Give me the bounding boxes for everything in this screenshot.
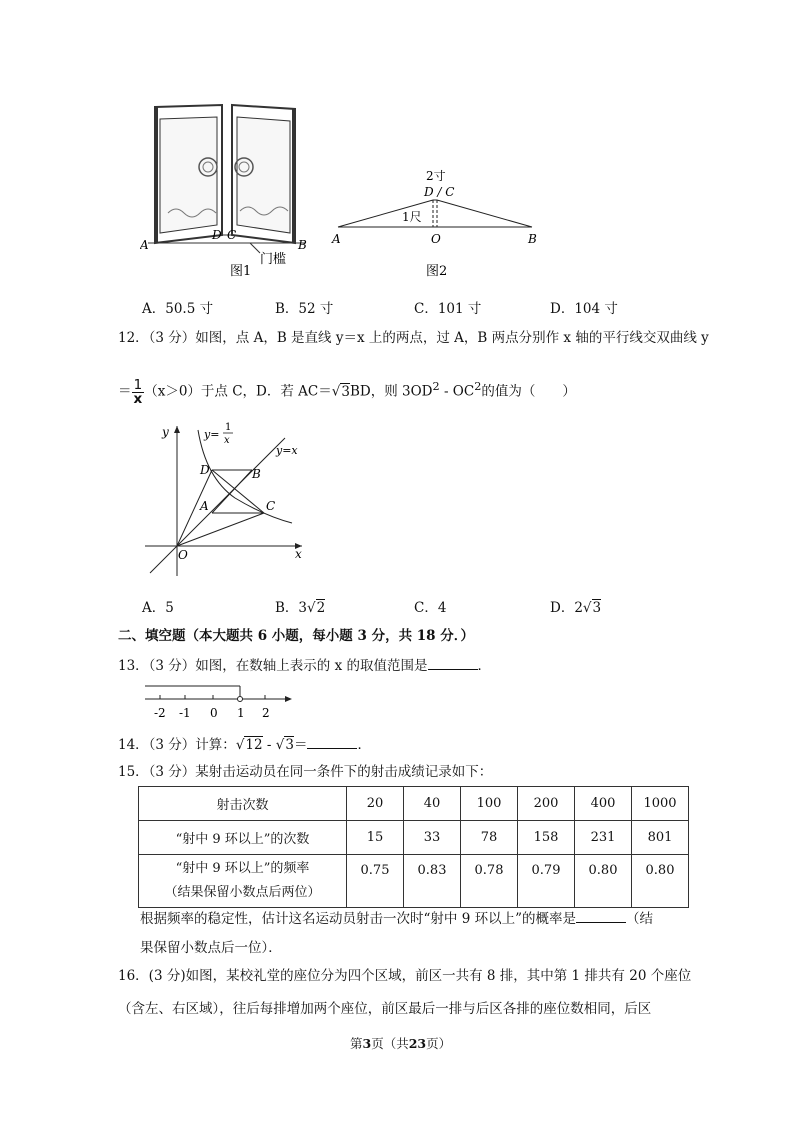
graph-point-b: B [252, 467, 261, 481]
sqrt-radicand: 3 [341, 383, 350, 400]
q13-text: 13．（3 分）如图，在数轴上表示的 x 的取值范围是 [118, 658, 428, 674]
q12-text-c: - OC [439, 383, 475, 400]
period: ． [357, 737, 371, 753]
q12-option-c[interactable] [414, 596, 446, 616]
q15-text: 根据频率的稳定性，估计这名运动员射击一次时“射中 9 环以上”的概率是 [140, 911, 576, 927]
equals-sign: ＝ [293, 737, 308, 753]
table-cell: 0.80 [575, 855, 632, 908]
fig1-point-a: A [140, 238, 149, 252]
q13-stem [118, 655, 491, 676]
fraction-denominator: x [133, 390, 143, 407]
tick-label: 0 [210, 706, 218, 720]
table-cell: 801 [632, 821, 689, 855]
option-letter: D． [550, 600, 575, 616]
number-line-svg [140, 680, 310, 725]
q11-figure-1 [140, 95, 330, 285]
graph-x-axis-label: x [295, 547, 302, 561]
curve-label-prefix: y= [204, 428, 220, 441]
q15-table [138, 786, 689, 908]
period: ． [477, 658, 492, 674]
superscript: 2 [432, 380, 440, 393]
option-text: 50.5 寸 [165, 301, 214, 317]
table-cell: 200 [518, 787, 575, 821]
q12-text-a: （x＞0）于点 C，D．若 AC＝ [144, 383, 332, 400]
q12-stem-line-1: 12．（3 分）如图，点 A，B 是直线 y＝x 上的两点，过 A，B 两点分别作 x 轴的平行线交双曲线 y [118, 330, 709, 346]
fig1-point-d: D [212, 228, 222, 242]
table-cell: 158 [518, 821, 575, 855]
option-letter: D． [550, 301, 575, 317]
answer-blank[interactable] [428, 655, 478, 670]
fig2-point-b: B [528, 232, 537, 246]
table-cell: 0.75 [347, 855, 404, 908]
table-cell: 231 [575, 821, 632, 855]
q12-option-b[interactable]: B．3√2 [275, 600, 326, 616]
table-cell: 20 [347, 787, 404, 821]
graph-y-axis-label: y [162, 425, 169, 439]
line-label: y=x [276, 444, 298, 457]
table-cell: 33 [404, 821, 461, 855]
q16-stem-line-1: 16．(3 分)如图，某校礼堂的座位分为四个区域，前区一共有 8 排，其中第 1 排共有 20 个座位 [118, 968, 692, 984]
table-header-cell: “射中 9 环以上”的次数 [139, 821, 347, 855]
q14-stem: 14．（3 分）计算：√12 - √3＝ ． [118, 734, 371, 755]
option-text: 52 寸 [298, 301, 334, 317]
q15-stem: 15．（3 分）某射击运动员在同一条件下的射击成绩记录如下： [118, 764, 493, 780]
option-letter: B． [275, 301, 299, 317]
total-pages: 23 [408, 1036, 427, 1051]
sqrt-radicand: 2 [316, 600, 326, 616]
answer-blank[interactable] [307, 734, 357, 749]
q16-stem-line-2: （含左、右区域），往后每排增加两个座位，前区最后一排与后区各排的座位数相同，后区 [118, 1001, 652, 1017]
tick-label: 2 [262, 706, 270, 720]
q15-follow-line-1 [140, 908, 653, 929]
curve-label-num: 1 [225, 422, 232, 433]
table-row [139, 855, 689, 908]
q11-option-a[interactable] [142, 297, 213, 317]
fraction-1-over-x [132, 376, 145, 407]
option-letter: A． [142, 600, 166, 616]
superscript: 2 [474, 380, 482, 393]
q11-option-c[interactable] [414, 297, 481, 317]
graph-point-d: D [200, 463, 210, 477]
door-illustration [140, 95, 330, 285]
q12-text-d: 的值为（ ） [481, 383, 576, 400]
table-header-cell: 射击次数 [139, 787, 347, 821]
row-label: “射中 9 环以上”的频率 [175, 861, 310, 876]
footer-text: 页） [426, 1036, 452, 1051]
graph-origin-label: O [178, 548, 188, 562]
fig2-measure-top: 2寸 [426, 169, 446, 183]
table-row [139, 821, 689, 855]
row-note: （结果保留小数点后两位） [164, 885, 321, 900]
q11-option-d[interactable] [550, 297, 618, 317]
table-cell: 0.83 [404, 855, 461, 908]
table-cell: 78 [461, 821, 518, 855]
q13-number-line [140, 680, 310, 725]
table-cell: 400 [575, 787, 632, 821]
table-cell: 15 [347, 821, 404, 855]
page-footer [350, 1034, 451, 1052]
q11-option-b[interactable] [275, 297, 333, 317]
q12-option-a[interactable] [142, 596, 174, 616]
table-header-cell [139, 855, 347, 908]
table-cell: 100 [461, 787, 518, 821]
fig1-threshold-label: 门槛 [260, 252, 287, 267]
table-cell: 40 [404, 787, 461, 821]
fig1-caption: 图1 [230, 264, 252, 279]
q12-option-d[interactable]: D．2√3 [550, 600, 602, 616]
option-letter: B． [275, 600, 299, 616]
option-letter: C． [414, 600, 438, 616]
option-text: 4 [437, 600, 447, 616]
q12-stem-line-2: ＝ $\frac{1}{x}$ （x＞0）于点 C，D．若 AC＝√3BD，则 $3OD^2 - OC^2$的值为（ ） [118, 376, 576, 407]
graph-point-a: A [200, 499, 209, 513]
q11-figure-2 [330, 165, 550, 285]
q15-follow-line-2: 果保留小数点后一位）． [140, 940, 282, 956]
table-cell: 0.79 [518, 855, 575, 908]
option-text: 3 [298, 600, 308, 616]
option-letter: C． [414, 301, 438, 317]
sqrt-radicand: 3 [285, 737, 294, 753]
q15-text-end: （结 [625, 911, 653, 927]
sqrt-radicand: 12 [245, 737, 263, 753]
hyperbola-graph [140, 418, 310, 583]
fig2-measure-side: 1尺 [402, 210, 422, 224]
equals-sign: ＝ [118, 383, 132, 400]
doorway-diagram [330, 165, 550, 285]
footer-text: 第 [350, 1036, 363, 1051]
tick-label: -1 [179, 706, 191, 720]
curve-label-den: x [224, 435, 230, 446]
fig1-point-c: C [227, 228, 237, 242]
fraction-numerator: 1 [132, 379, 145, 393]
shooting-record-table [138, 786, 689, 908]
answer-blank[interactable] [576, 908, 626, 923]
q12-graph [140, 418, 310, 583]
fig2-point-dc: D / C [424, 185, 455, 199]
footer-text: 页（共 [371, 1036, 409, 1051]
q12-text-b: BD，则 3OD [349, 383, 433, 400]
table-cell: 1000 [632, 787, 689, 821]
sqrt-radicand: 3 [592, 600, 602, 616]
fig2-caption: 图2 [426, 264, 448, 279]
fig2-point-o: O [431, 232, 441, 246]
section-title: 二、填空题（本大题共 6 小题，每小题 3 分，共 18 分．） [118, 628, 475, 644]
fig1-point-b: B [298, 238, 307, 252]
table-row [139, 787, 689, 821]
option-text: 2 [574, 600, 583, 616]
option-text: 5 [165, 600, 174, 616]
option-text: 104 寸 [574, 301, 618, 317]
option-letter: A． [142, 301, 166, 317]
tick-label: 1 [237, 706, 245, 720]
graph-point-c: C [266, 499, 276, 513]
tick-label: -2 [154, 706, 166, 720]
minus-sign: - [262, 737, 276, 753]
table-cell: 0.78 [461, 855, 518, 908]
q14-text: 14．（3 分）计算： [118, 737, 236, 753]
fig2-point-a: A [332, 232, 341, 246]
table-cell: 0.80 [632, 855, 689, 908]
page-number: 3 [362, 1036, 372, 1051]
option-text: 101 寸 [437, 301, 482, 317]
